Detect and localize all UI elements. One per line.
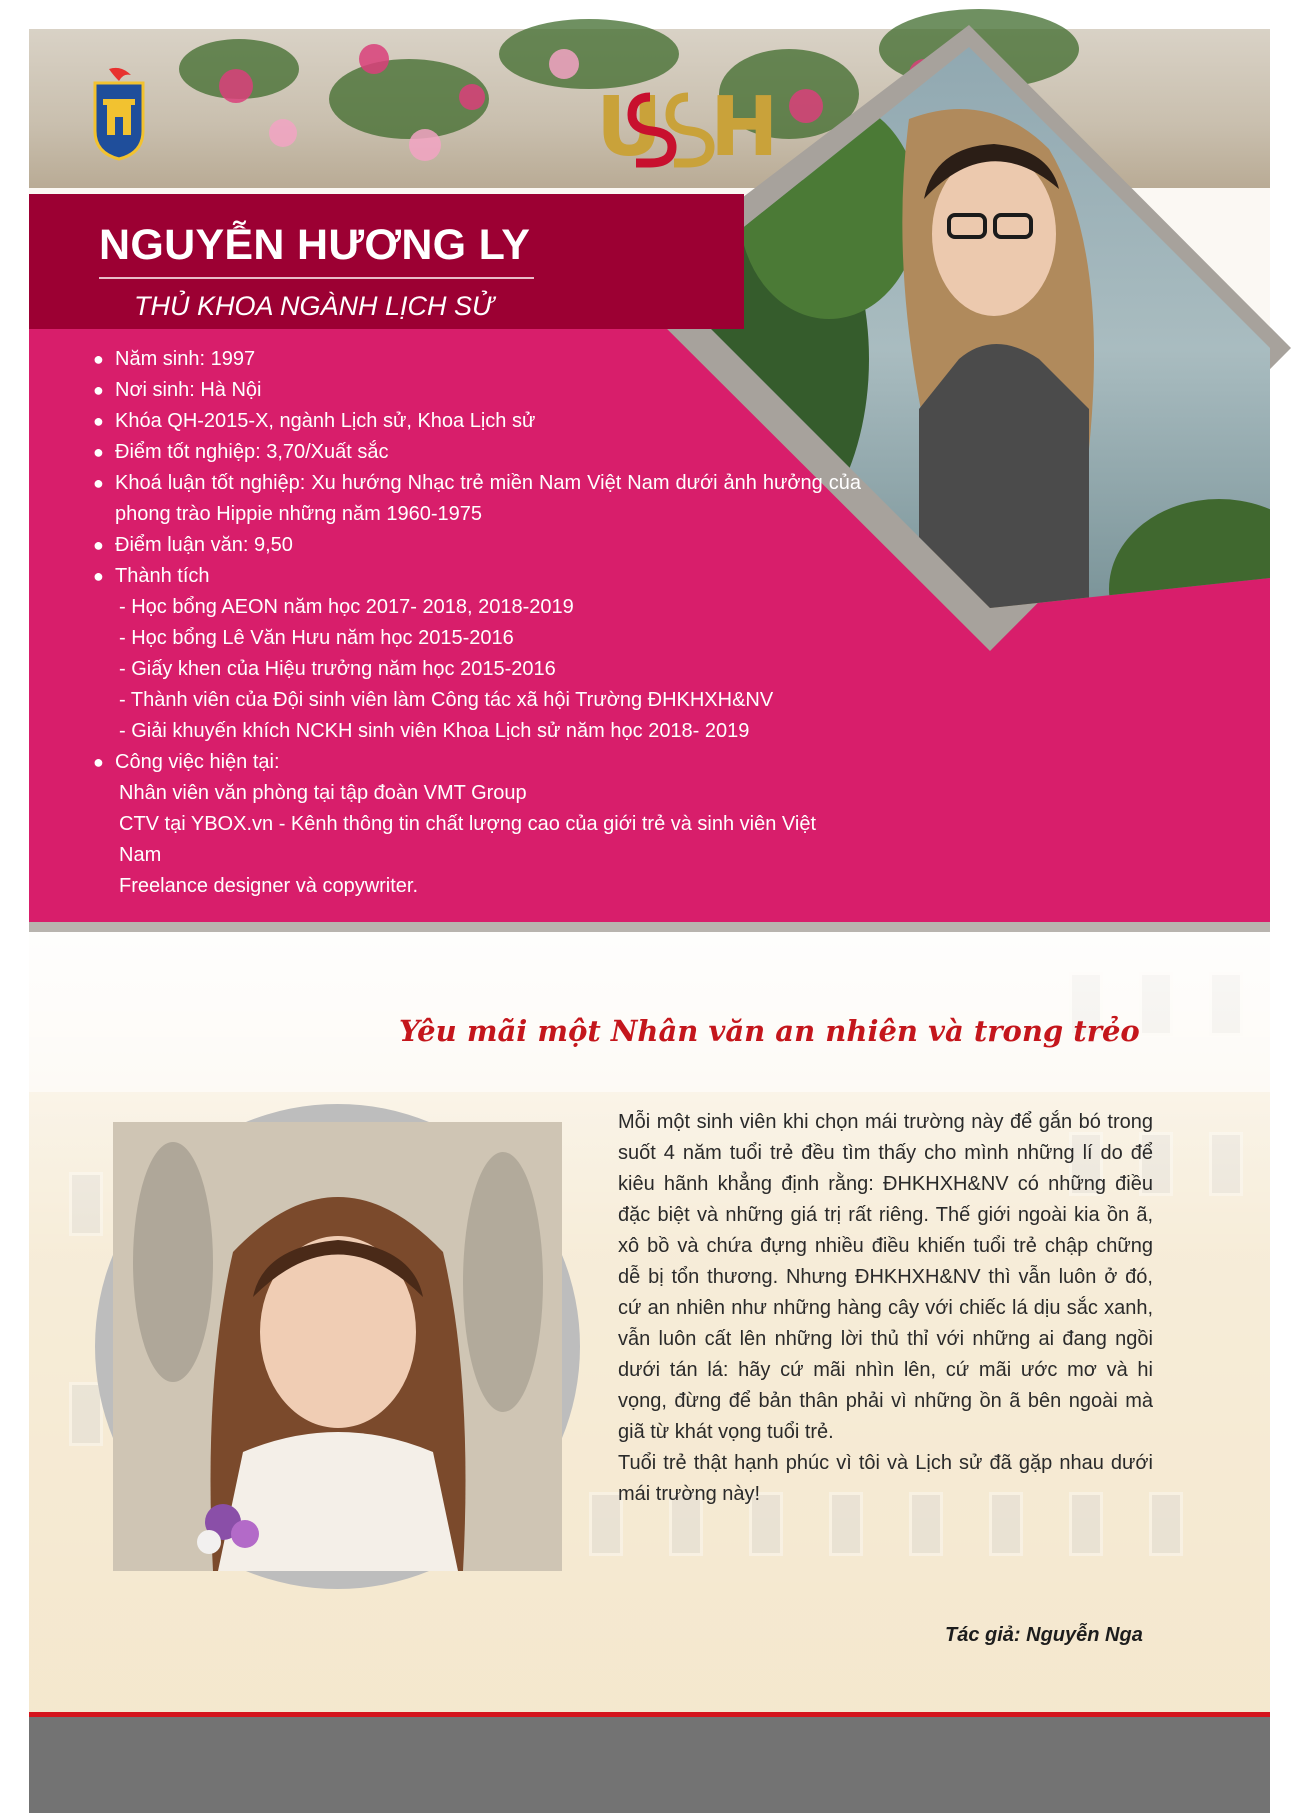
bullet-icon: ● bbox=[93, 752, 104, 772]
achievement-item: - Thành viên của Đội sinh viên làm Công tác xã hội Trường ĐHKHXH&NV bbox=[119, 689, 774, 711]
info-item-current-job: ● Công việc hiện tại: bbox=[91, 747, 861, 778]
footer-bar bbox=[29, 1717, 1270, 1813]
article-paragraph: Tuổi trẻ thật hạnh phúc vì tôi và Lịch sử đã gặp nhau dưới mái trường này! bbox=[618, 1452, 1153, 1505]
svg-text:H: H bbox=[710, 80, 779, 175]
job-item: Freelance designer và copywriter. bbox=[119, 875, 419, 897]
article-paragraph: Mỗi một sinh viên khi chọn mái trường này để gắn bó trong suốt 4 năm tuổi trẻ đều tìm thấy cho mình những lí do để kiêu hãnh khẳng định rằng: ĐHKHXH&NV có những điều đặc biệt và những giá trị rất riêng. Thế giới ngoài kia ồn ã, xô bồ và chứa đựng nhiều điều khiến tuổi trẻ chập chững dễ bị tổn thương. Nhưng ĐHKHXH&NV thì vẫn luôn ở đó, cứ an nhiên như những hàng cây với chiếc lá dịu sắc xanh, vẫn luôn cất lên những lời thủ thỉ với những ai đang ngồi dưới tán lá: hãy cứ mãi nhìn lên, cứ mãi ước mơ và hi vọng, đừng để bản thân phải vì những ồn ã bên ngoài mà giã từ khát vọng tuổi trẻ. bbox=[618, 1111, 1153, 1443]
achievement-item: - Giải khuyến khích NCKH sinh viên Khoa Lịch sử năm học 2018- 2019 bbox=[119, 720, 750, 742]
bullet-icon: ● bbox=[93, 380, 104, 400]
person-title: THỦ KHOA NGÀNH LỊCH SỬ bbox=[134, 291, 494, 321]
info-item-thesis-score: ● Điểm luận văn: 9,50 bbox=[91, 530, 861, 561]
svg-text:U: U bbox=[596, 80, 663, 175]
info-item-thesis: ● Khoá luận tốt nghiệp: Xu hướng Nhạc trẻ miền Nam Việt Nam dưới ảnh hưởng của phong trào Hippie những năm 1960-1975 bbox=[91, 468, 861, 530]
job-item: CTV tại YBOX.vn - Kênh thông tin chất lượng cao của giới trẻ và sinh viên Việt Nam bbox=[119, 813, 817, 866]
name-divider bbox=[99, 277, 534, 279]
bullet-icon: ● bbox=[93, 349, 104, 369]
person-name: NGUYỄN HƯƠNG LY bbox=[99, 221, 531, 269]
portrait-circle-photo bbox=[113, 1122, 562, 1571]
bullet-icon: ● bbox=[93, 566, 104, 586]
article-body bbox=[618, 1107, 1153, 1510]
info-item-achievements: ● Thành tích bbox=[91, 561, 861, 592]
info-list bbox=[91, 344, 861, 902]
bullet-icon: ● bbox=[93, 535, 104, 555]
bullet-icon: ● bbox=[93, 473, 104, 493]
info-item-birthplace: ● Nơi sinh: Hà Nội bbox=[91, 375, 861, 406]
info-item-course: ● Khóa QH-2015-X, ngành Lịch sử, Khoa Lịch sử bbox=[91, 406, 861, 437]
bullet-icon: ● bbox=[93, 442, 104, 462]
profile-page bbox=[29, 29, 1270, 1813]
info-item-birth-year: ● Năm sinh: 1997 bbox=[91, 344, 861, 375]
info-item-grade: ● Điểm tốt nghiệp: 3,70/Xuất sắc bbox=[91, 437, 861, 468]
achievement-item: - Học bổng Lê Văn Hưu năm học 2015-2016 bbox=[119, 627, 514, 649]
achievement-item: - Học bổng AEON năm học 2017- 2018, 2018-2019 bbox=[119, 596, 574, 618]
bullet-icon: ● bbox=[93, 411, 104, 431]
achievement-item: - Giấy khen của Hiệu trưởng năm học 2015-2016 bbox=[119, 658, 556, 680]
article-heading: Yêu mãi một Nhân văn an nhiên và trong trẻo bbox=[399, 1014, 1140, 1048]
article-author: Tác giả: Nguyễn Nga bbox=[945, 1624, 1143, 1646]
job-item: Nhân viên văn phòng tại tập đoàn VMT Group bbox=[119, 782, 527, 804]
